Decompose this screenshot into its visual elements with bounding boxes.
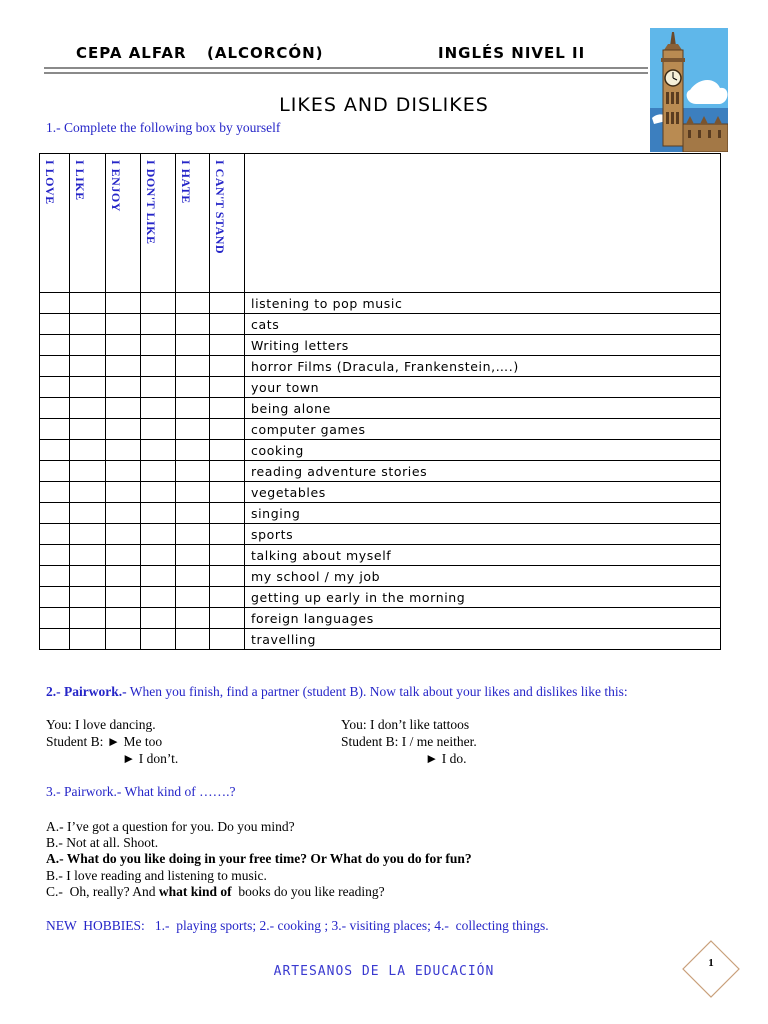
answer-cell[interactable]: [141, 377, 176, 398]
table-row: [40, 335, 721, 356]
column-header-blank: [245, 154, 721, 293]
answer-cell[interactable]: [106, 398, 141, 419]
answer-cell[interactable]: [141, 482, 176, 503]
answer-cell[interactable]: [176, 293, 210, 314]
dialogue-line-c-bold: what kind of: [158, 884, 232, 899]
answer-cell[interactable]: [40, 419, 70, 440]
answer-cell[interactable]: [141, 398, 176, 419]
answer-cell[interactable]: [176, 356, 210, 377]
activity-label: Writing letters: [245, 335, 721, 356]
answer-cell[interactable]: [40, 587, 70, 608]
answer-cell[interactable]: [106, 335, 141, 356]
answer-cell[interactable]: [176, 335, 210, 356]
answer-cell[interactable]: [106, 377, 141, 398]
answer-cell[interactable]: [106, 314, 141, 335]
example-left-line-3: ► I don’t.: [122, 751, 179, 766]
answer-cell[interactable]: [106, 482, 141, 503]
activity-label: talking about myself: [245, 545, 721, 566]
answer-cell[interactable]: [70, 293, 106, 314]
school-town: (ALCORCÓN): [207, 44, 324, 62]
answer-cell[interactable]: [141, 314, 176, 335]
answer-cell[interactable]: [70, 566, 106, 587]
answer-cell[interactable]: [40, 482, 70, 503]
answer-cell[interactable]: [210, 482, 245, 503]
answer-cell[interactable]: [176, 629, 210, 650]
answer-cell[interactable]: [40, 629, 70, 650]
answer-cell[interactable]: [176, 503, 210, 524]
answer-cell[interactable]: [176, 587, 210, 608]
answer-cell[interactable]: [176, 608, 210, 629]
activity-label: travelling: [245, 629, 721, 650]
activity-label: sports: [245, 524, 721, 545]
answer-cell[interactable]: [210, 566, 245, 587]
answer-cell[interactable]: [106, 440, 141, 461]
table-row: [40, 440, 721, 461]
table-row: [40, 608, 721, 629]
answer-cell[interactable]: [141, 440, 176, 461]
answer-cell[interactable]: [141, 629, 176, 650]
answer-cell[interactable]: [210, 314, 245, 335]
answer-cell[interactable]: [40, 608, 70, 629]
page-number-badge: [680, 938, 742, 1000]
column-header: I CAN'T STAND: [210, 154, 245, 293]
answer-cell[interactable]: [40, 314, 70, 335]
answer-cell[interactable]: [210, 398, 245, 419]
table-row: [40, 566, 721, 587]
answer-cell[interactable]: [40, 398, 70, 419]
answer-cell[interactable]: [141, 293, 176, 314]
table-row: [40, 377, 721, 398]
dialogue-line-c: [46, 883, 385, 900]
worksheet-title: LIKES AND DISLIKES: [279, 94, 489, 116]
answer-cell[interactable]: [210, 335, 245, 356]
answer-cell[interactable]: [106, 608, 141, 629]
dialogue-line-b1: B.- Not at all. Shoot.: [46, 835, 159, 850]
answer-cell[interactable]: [141, 587, 176, 608]
answer-cell[interactable]: [176, 398, 210, 419]
answer-cell[interactable]: [40, 566, 70, 587]
answer-cell[interactable]: [141, 524, 176, 545]
answer-cell[interactable]: [40, 356, 70, 377]
activity-label: cats: [245, 314, 721, 335]
table-row: [40, 629, 721, 650]
table-row: [40, 398, 721, 419]
answer-cell[interactable]: [106, 587, 141, 608]
answer-cell[interactable]: [70, 503, 106, 524]
answer-cell[interactable]: [70, 377, 106, 398]
footer-text: ARTESANOS DE LA EDUCACIÓN: [273, 964, 495, 979]
answer-cell[interactable]: [210, 524, 245, 545]
exercise-3-heading: 3.- Pairwork.- What kind of …….?: [46, 784, 236, 799]
answer-cell[interactable]: [141, 503, 176, 524]
answer-cell[interactable]: [106, 461, 141, 482]
dialogue-line-c-start: C.- Oh, really? And: [46, 884, 159, 899]
table-header-row: [40, 154, 721, 293]
course-level: INGLÉS NIVEL II: [438, 44, 586, 62]
answer-cell[interactable]: [210, 377, 245, 398]
answer-cell[interactable]: [40, 461, 70, 482]
answer-cell[interactable]: [70, 545, 106, 566]
answer-cell[interactable]: [176, 545, 210, 566]
dialogue-line-b2: B.- I love reading and listening to music.: [46, 868, 267, 883]
table-row: [40, 293, 721, 314]
table-row: [40, 419, 721, 440]
answer-cell[interactable]: [70, 398, 106, 419]
dialogue-line-a2: A.- What do you like doing in your free time? Or What do you do for fun?: [46, 851, 472, 866]
answer-cell[interactable]: [210, 461, 245, 482]
answer-cell[interactable]: [141, 566, 176, 587]
school-name: CEPA ALFAR: [76, 44, 187, 62]
activity-label: my school / my job: [245, 566, 721, 587]
answer-cell[interactable]: [176, 440, 210, 461]
activity-label: singing: [245, 503, 721, 524]
activity-label: listening to pop music: [245, 293, 721, 314]
example-left-line-1: You: I love dancing.: [46, 717, 156, 732]
answer-cell[interactable]: [106, 419, 141, 440]
answer-cell[interactable]: [176, 461, 210, 482]
answer-cell[interactable]: [106, 503, 141, 524]
answer-cell[interactable]: [176, 566, 210, 587]
answer-cell[interactable]: [70, 335, 106, 356]
dialogue-line-c-end: books do you like reading?: [231, 884, 385, 899]
answer-cell[interactable]: [210, 440, 245, 461]
answer-cell[interactable]: [70, 356, 106, 377]
answer-cell[interactable]: [141, 461, 176, 482]
answer-cell[interactable]: [210, 503, 245, 524]
column-header: I DON'T LIKE: [141, 154, 176, 293]
new-hobbies-line: NEW HOBBIES: 1.- playing sports; 2.- cooking ; 3.- visiting places; 4.- collecting things.: [46, 918, 549, 933]
answer-cell[interactable]: [106, 293, 141, 314]
example-left-line-2: Student B: ► Me too: [46, 734, 163, 749]
exercise-2-heading: 2.- Pairwork.-: [46, 684, 127, 699]
header-rule-top: [44, 67, 648, 69]
answer-cell[interactable]: [70, 524, 106, 545]
answer-cell[interactable]: [106, 545, 141, 566]
activity-label: cooking: [245, 440, 721, 461]
page-number: 1: [708, 957, 714, 969]
answer-cell[interactable]: [70, 482, 106, 503]
exercise-2-instruction: When you finish, find a partner (student B). Now talk about your likes and dislikes like this:: [129, 684, 628, 699]
table-row: [40, 587, 721, 608]
answer-cell[interactable]: [70, 461, 106, 482]
answer-cell[interactable]: [210, 587, 245, 608]
answer-cell[interactable]: [106, 356, 141, 377]
answer-cell[interactable]: [210, 419, 245, 440]
answer-cell[interactable]: [106, 629, 141, 650]
answer-cell[interactable]: [141, 356, 176, 377]
activity-label: getting up early in the morning: [245, 587, 721, 608]
answer-cell[interactable]: [176, 377, 210, 398]
activity-label: horror Films (Dracula, Frankenstein,….): [245, 356, 721, 377]
answer-cell[interactable]: [40, 293, 70, 314]
answer-cell[interactable]: [70, 314, 106, 335]
column-header: I ENJOY: [106, 154, 141, 293]
answer-cell[interactable]: [106, 566, 141, 587]
answer-cell[interactable]: [40, 545, 70, 566]
answer-cell[interactable]: [210, 545, 245, 566]
table-row: [40, 314, 721, 335]
table-row: [40, 356, 721, 377]
column-header: I LIKE: [70, 154, 106, 293]
answer-cell[interactable]: [176, 419, 210, 440]
example-right-line-2: Student B: I / me neither.: [341, 734, 477, 749]
table-row: [40, 482, 721, 503]
big-ben-clock-tower-image: [650, 28, 728, 152]
table-row: [40, 461, 721, 482]
answer-cell[interactable]: [70, 440, 106, 461]
answer-cell[interactable]: [40, 503, 70, 524]
answer-cell[interactable]: [141, 335, 176, 356]
table-row: [40, 503, 721, 524]
dialogue-line-a1: A.- I’ve got a question for you. Do you mind?: [46, 819, 295, 834]
table-row: [40, 524, 721, 545]
answer-cell[interactable]: [210, 293, 245, 314]
answer-cell[interactable]: [70, 608, 106, 629]
example-right-line-1: You: I don’t like tattoos: [341, 717, 470, 732]
activity-label: being alone: [245, 398, 721, 419]
answer-cell[interactable]: [70, 587, 106, 608]
example-right-line-3: ► I do.: [425, 751, 467, 766]
answer-cell[interactable]: [176, 524, 210, 545]
column-header: I HATE: [176, 154, 210, 293]
likes-dislikes-table: [39, 153, 721, 650]
answer-cell[interactable]: [176, 482, 210, 503]
answer-cell[interactable]: [176, 314, 210, 335]
answer-cell[interactable]: [106, 524, 141, 545]
answer-cell[interactable]: [141, 545, 176, 566]
answer-cell[interactable]: [40, 524, 70, 545]
answer-cell[interactable]: [70, 419, 106, 440]
answer-cell[interactable]: [70, 629, 106, 650]
answer-cell[interactable]: [210, 356, 245, 377]
activity-label: vegetables: [245, 482, 721, 503]
answer-cell[interactable]: [210, 608, 245, 629]
answer-cell[interactable]: [40, 335, 70, 356]
table-row: [40, 545, 721, 566]
exercise-2-instruction-line: [46, 683, 628, 700]
activity-label: your town: [245, 377, 721, 398]
header-rule-bottom: [44, 72, 648, 74]
activity-label: reading adventure stories: [245, 461, 721, 482]
answer-cell[interactable]: [40, 440, 70, 461]
activity-label: foreign languages: [245, 608, 721, 629]
answer-cell[interactable]: [141, 419, 176, 440]
exercise-1-instruction: 1.- Complete the following box by yourself: [46, 120, 281, 135]
answer-cell[interactable]: [40, 377, 70, 398]
column-header: I LOVE: [40, 154, 70, 293]
answer-cell[interactable]: [141, 608, 176, 629]
answer-cell[interactable]: [210, 629, 245, 650]
activity-label: computer games: [245, 419, 721, 440]
